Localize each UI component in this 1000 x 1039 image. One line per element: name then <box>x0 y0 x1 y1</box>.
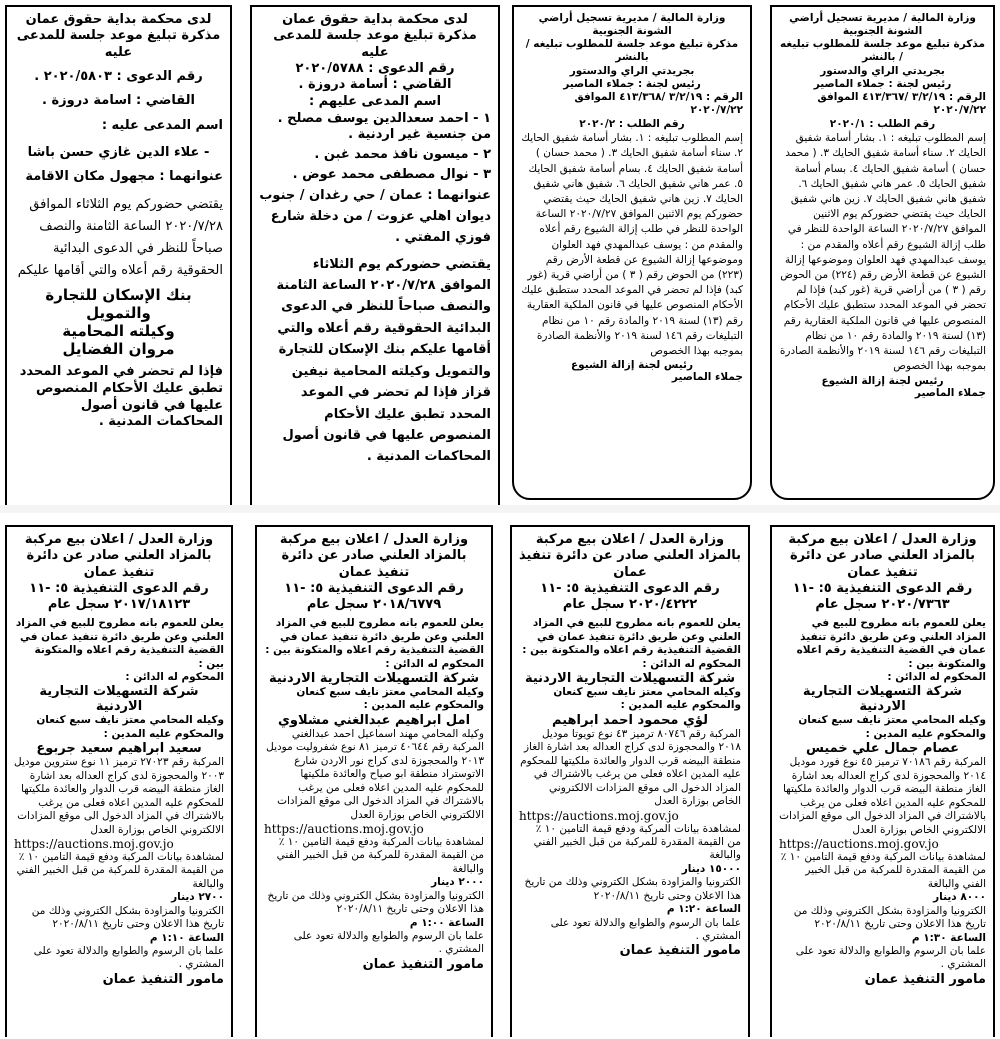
fees-note: علما بان الرسوم والطوابع والدلالة تعود على المشتري . <box>293 930 484 956</box>
auction-time: الساعة ١:٢٠ م <box>666 903 741 916</box>
defendant-1: ١ - احمد سعدالدين يوسف مصلح . من جنسية غير اردنية . <box>277 110 491 143</box>
estimated-amount: ٨٠٠٠ دينار <box>933 891 986 904</box>
signature-title: رئيس لجنة إزالة الشيوع <box>570 359 694 372</box>
defendant-3: ٣ - نوال مصطفى محمد عوض . <box>292 166 491 182</box>
debtor-name: امل ابراهيم عبدالغني مشلاوي <box>277 712 471 728</box>
auction-view: لمشاهدة بيانات المركبة ودفع قيمة التامين ١٠ ٪ من القيمة المقدرة للمركبة من قبل الخبير الفني والبالغة <box>533 822 741 862</box>
committee-head: رئيس لجنة : جملاء الماصير <box>813 77 952 90</box>
creditor-lawyer: وكيله المحامي معتز نايف سبع كنعان <box>36 714 224 727</box>
debtor-label: والمحكوم عليه المدين : <box>103 727 224 740</box>
notice-title: مذكرة تبليغ موعد جلسة للمطلوب تبليغه / بالنشر <box>780 38 985 64</box>
auction-intro: يعلن للعموم بانه مطروح للبيع في المزاد العلني وعن طريق دائرة تنفيذ عمان في القضية التنفيذية رقم اعلاه والمتكونة بين : <box>796 617 986 670</box>
signature-title: رئيس لجنة إزالة الشيوع <box>821 374 944 387</box>
auction-time: الساعة ١:١٠ م <box>149 931 224 944</box>
auction-case: رقم الدعوى التنفيذية ٥: -١١ ٢٠١٨/٦٧٧٩ سجل عام <box>284 580 464 612</box>
auction-header: وزارة العدل / اعلان بيع مركبة بالمزاد العلني صادر عن دائرة تنفيذ عمان <box>519 532 741 580</box>
creditor-name: شركة التسهيلات التجارية الاردنية <box>268 671 480 686</box>
defendant-label: اسم المدعى عليه : <box>101 118 223 133</box>
request-number: رقم الطلب : ٢٠٢٠/٢ <box>579 117 685 130</box>
case-number: رقم الدعوى : ٢٠٢٠/٥٧٨٨ <box>295 60 455 76</box>
auction-url[interactable]: https://auctions.moj.gov.jo <box>519 808 679 823</box>
judge-name: القاضي : أسامة دروزة . <box>298 77 452 93</box>
online-bidding: الكترونيا والمزاودة بشكل الكتروني وذلك من تاريخ هذا الاعلان وحتى تاريخ ٢٠٢٠/٨/١١ <box>31 904 224 931</box>
signer: مامور التنفيذ عمان <box>102 971 224 987</box>
notice-title: مذكرة تبليغ موعد جلسة للمدعى عليه <box>273 28 477 60</box>
creditor-label: المحكوم له الدائن : <box>887 671 986 683</box>
notice-newspapers: بجريدتي الراي والدستور <box>820 64 945 77</box>
vehicle-details: المركبة رقم ٢٧٠٢٣ ترميز ١١ نوع ستروين موديل ٢٠٠٣ والمحجوزة لدى كراج العداله بعد اشارة الغاز منطقة البيضه قرب الدوار والعائدة ملكيتها للمحكوم عليه المدين اعلاه فعلى من يرغب بالاشتراك في المزاد الدخول الى موقع المزادات الالكتروني الخاص بوزارة العدل <box>14 756 224 836</box>
signature-name: جملاء الماصير <box>671 371 743 384</box>
row-divider <box>0 505 1000 513</box>
auction-header: وزارة العدل / اعلان بيع مركبة بالمزاد العلني صادر عن دائرة تنفيذ عمان <box>24 532 214 580</box>
estimated-amount: ١٥٠٠٠ دينار <box>681 862 741 875</box>
auction-notice-4222 <box>510 525 750 1037</box>
ministry-subheader: الشونة الجنوبية <box>842 25 923 38</box>
court-header: لدى محكمة بداية حقوق عمان <box>282 12 468 27</box>
fees-note: علما بان الرسوم والطوابع والدلالة تعود على المشتري . <box>550 916 741 942</box>
auction-url[interactable]: https://auctions.moj.gov.jo <box>264 821 424 836</box>
request-number: رقم الطلب : ٢٠٢٠/١ <box>829 117 936 130</box>
creditor-name: شركة التسهيلات التجارية الاردنية <box>39 684 199 715</box>
signer: مامور التنفيذ عمان <box>864 971 986 987</box>
notice-title: مذكرة تبليغ موعد جلسة للمطلوب تبليغه / بالنشر <box>525 38 739 64</box>
case-number: رقم الدعوى : ٢٠٢٠/٥٨٠٣ . <box>34 68 203 84</box>
signer: مامور التنفيذ عمان <box>362 956 484 972</box>
defendant-name: - علاء الدين غازي حسن باشا <box>27 144 210 160</box>
lawyer-label: وكيلته المحامية <box>62 322 175 341</box>
estimated-amount: ٢٠٠٠ دينار <box>431 876 484 889</box>
vehicle-details: وكيله المحامي مهند اسماعيل احمد عبدالغني المركبة رقم ٤٠٦٤٤ ترميز ٨١ نوع شفروليت موديل ٢٠١٣ والمحجوزة لدى كراج نور الاردن شارع الاتوستراد منطقة ابو صياح والعائدة ملكيتها للمحكوم عليه المدين اعلاه فعلى من يرغب بالاشتراك في المزاد الدخول الى موقع المزادات الالكتروني الخاص بوزارة العدل <box>266 727 484 821</box>
debtor-name: سعيد ابراهيم سعيد جربوع <box>36 741 202 757</box>
creditor-name: شركة التسهيلات التجارية الاردنية <box>802 684 963 715</box>
auction-notice-18123 <box>5 525 233 1037</box>
online-bidding: الكترونيا والمزاودة بشكل الكتروني وذلك من تاريخ هذا الاعلان وحتى تاريخ ٢٠٢٠/٨/١١ <box>267 889 484 916</box>
auction-case: رقم الدعوى التنفيذية ٥: -١١ ٢٠٢٠/٧٣٦٣ سجل عام <box>792 580 973 612</box>
signer: مامور التنفيذ عمان <box>619 943 741 959</box>
creditor-lawyer: وكيله المحامي معتز نايف سبع كنعان <box>798 714 986 727</box>
defendants-label: اسم المدعى عليهم : <box>308 94 442 109</box>
plaintiff-bank: بنك الإسكان للتجارة والتمويل <box>45 286 192 323</box>
ministry-subheader: الشونة الجنوبية <box>592 25 672 38</box>
auction-case: رقم الدعوى التنفيذية ٥: -١١ ٢٠٢٠/٤٢٢٢ سجل عام <box>540 580 720 612</box>
notice-closing: فإذا لم تحضر في الموعد المحدد تطبق عليك الأحكام المنصوص عليها في قانون أصول المحاكمات المدنية . <box>19 364 223 430</box>
land-registry-notice-1 <box>770 5 995 500</box>
committee-head: رئيس لجنة : جملاء الماصير <box>563 77 701 90</box>
vehicle-details: المركبة رقم ٧٠١٨٦ ترميز ٤٥ نوع فورد موديل ٢٠١٤ والمحجوزة لدى كراج العداله بعد اشارة الغاز منطقة البيضه قرب الدوار والعائدة ملكيتها للمحكوم عليه المدين اعلاه فعلى من يرغب بالاشتراك في المزاد الدخول الى موقع المزادات الالكتروني الخاص بوزارة العدل <box>779 756 986 836</box>
estimated-amount: ٢٧٠٠ دينار <box>171 891 224 904</box>
auction-header: وزارة العدل / اعلان بيع مركبة بالمزاد العلني صادر عن دائرة تنفيذ عمان <box>788 532 977 580</box>
auction-notice-6779 <box>255 525 493 1037</box>
auction-intro: يعلن للعموم بانه مطروح للبيع في المزاد العلني وعن طريق دائرة تنفيذ عمان في القضية التنفيذية رقم اعلاه والمتكونة بين : <box>522 617 741 657</box>
defendant-address: عنوانهما : مجهول مكان الاقامة <box>25 169 223 185</box>
debtor-name: عصام جمال علي خميس <box>805 741 960 757</box>
auction-notice-7363 <box>770 525 995 1037</box>
land-registry-notice-2 <box>512 5 752 500</box>
vehicle-details: المركبة رقم ٨٠٧٤٦ ترميز ٤٣ نوع تويوتا موديل ٢٠١٨ والمحجوزة لدى كراج العداله بعد اشارة الغاز منطقة البيضه قرب الدوار والعائدة ملكيتها للمحكوم عليه المدين اعلاه فعلى من يرغب بالاشتراك في المزاد الدخول الى موقع المزادات الالكتروني الخاص بوزارة العدل <box>520 727 741 808</box>
fees-note: علما بان الرسوم والطوابع والدلالة تعود على المشتري . <box>795 945 986 971</box>
court-notice-5803 <box>5 5 232 505</box>
defendant-address: عنوانهما : عمان / حي رغدان / جنوب ديوان اهلي عزوت / من دخلة شارع فوزي المفتي . <box>259 188 491 245</box>
auction-view: لمشاهدة بيانات المركبة ودفع قيمة التامين ١٠ ٪ من القيمة المقدرة للمركبة من قبل الخبير الفني والبالغة <box>276 835 484 875</box>
ref-number: الرقم : ٣/٢/١٩ /٤١٣/٣٦٧ الموافق ٢٠٢٠/٧/٢٢ <box>817 90 986 117</box>
creditor-label: المحكوم له الدائن : <box>385 657 484 670</box>
fees-note: علما بان الرسوم والطوابع والدلالة تعود على المشتري . <box>33 945 224 971</box>
auction-url[interactable]: https://auctions.moj.gov.jo <box>779 836 939 851</box>
auction-intro: يعلن للعموم بانه مطروح للبيع في المزاد العلني وعن طريق دائرة تنفيذ عمان في القضية التنفيذية رقم اعلاه والمتكونة بين : <box>265 617 484 657</box>
online-bidding: الكترونيا والمزاودة بشكل الكتروني وذلك من تاريخ هذا الاعلان وحتى تاريخ ٢٠٢٠/٨/١١ <box>524 876 741 902</box>
notice-body: يقتضي حضوركم يوم الثلاثاء الموافق ٢٠٢٠/٧/٢٨ الساعة الثامنة والنصف صباحاً للنظر في الدعوى البدائية الحقوقية رقم أعلاه والتي أقامها عليكم بنك الإسكان للتجارة والتمويل وكيلته المحامية نيفين قزاز فإذا لم تحضر في الموعد المحدد تطبق عليك الأحكام المنصوص عليها في قانون أصول المحاكمات المدنية . <box>276 256 491 465</box>
ministry-header: وزارة المالية / مديرية تسجيل أراضي <box>789 12 976 24</box>
signature-name: جملاء الماصير <box>914 386 986 399</box>
auction-url[interactable]: https://auctions.moj.gov.jo <box>14 836 174 851</box>
auction-time: الساعة ١:٠٠ م <box>409 916 484 929</box>
court-header: لدى محكمة بداية حقوق عمان <box>25 12 212 27</box>
auction-case: رقم الدعوى التنفيذية ٥: -١١ ٢٠١٧/١٨١٢٣ سجل عام <box>29 580 209 612</box>
debtor-name: لؤي محمود احمد ابراهيم <box>552 712 708 728</box>
notice-newspapers: بجريدتي الراي والدستور <box>569 64 695 77</box>
creditor-label: المحكوم له الدائن : <box>642 657 741 670</box>
defendant-2: ٢ - ميسون نافذ محمد غبن . <box>314 146 491 162</box>
notice-title: مذكرة تبليغ موعد جلسة للمدعى عليه <box>16 28 221 60</box>
ref-number: الرقم : ٣/٢/١٩ /٤١٣/٣٦٨ الموافق ٢٠٢٠/٧/٢٢ <box>574 90 743 117</box>
ministry-header: وزارة المالية / مديرية تسجيل أراضي <box>538 12 726 24</box>
debtor-label: والمحكوم عليه المدين : <box>620 699 741 712</box>
auction-view: لمشاهدة بيانات المركبة ودفع قيمة التامين ١٠ ٪ من القيمة المقدرة للمركبة من قبل الخبير الفني والبالغة <box>16 850 224 890</box>
debtor-label: والمحكوم عليه المدين : <box>865 727 986 740</box>
auction-intro: يعلن للعموم بانه مطروح للبيع في المزاد العلني وعن طريق دائرة تنفيذ عمان في القضية التنفيذية رقم اعلاه والمتكونة بين : <box>15 617 224 670</box>
creditor-lawyer: وكيله المحامي معتز نايف سبع كنعان <box>296 686 484 698</box>
judge-name: القاضي : اسامة دروزة . <box>42 93 195 109</box>
debtor-label: والمحكوم عليه المدين : <box>363 699 484 712</box>
court-notice-5788 <box>250 5 500 505</box>
notice-body: إسم المطلوب تبليغه : ١. بشار أسامة شفيق الحايك ٢. سناء أسامة شفيق الحايك ٣. ( محمد حسان ) أسامة شفيق الحايك ٤. بسام أسامة شفيق الحايك ٥. عمر هاني شفيق الحايك ٦. شفيق هاني شفيق الحايك ٧. زين هاني شفيق الحايك حيث يقتضي حضوركم يوم الاثنين الموافق ٢٠٢٠/٧/٢٧ الساعة الواحدة للنظر في طلب إزالة الشيوع رقم أعلاه والمقدم من : يوسف عبدالمهدي فهد العلوان وموضوعها إزالة الشيوع عن قطعة الأرض رقم (٢٢٣) من الحوض رقم ( ٣ ) من أراضي قرية (غور كبد) فإذا لم تحضر في الموعد المحدد ستطبق عليك الأحكام المنصوص عليها في قانون الملكية العقارية رقم (١٣) لسنة ٢٠١٩ والمادة رقم ١٠ من نظام التبليغات رقم ١٤٦ لسنة ٢٠١٩ والأنظمة الصادرة بموجبه بهذا الخصوص <box>521 132 743 358</box>
auction-time: الساعة ١:٣٠ م <box>911 931 986 944</box>
creditor-lawyer: وكيله المحامي معتز نايف سبع كنعان <box>553 686 741 698</box>
creditor-label: المحكوم له الدائن : <box>125 671 224 683</box>
auction-header: وزارة العدل / اعلان بيع مركبة بالمزاد العلني صادر عن دائرة تنفيذ عمان <box>279 532 469 580</box>
notice-body: إسم المطلوب تبليغه : ١. بشار أسامة شفيق الحايك ٢. سناء أسامة شفيق الحايك ٣. ( محمد حسان ) أسامة شفيق الحايك ٤. بسام أسامة شفيق الحايك ٥. عمر هاني شفيق الحايك ٦. شفيق هاني شفيق الحايك ٧. زين هاني شفيق الحايك حيث يقتضي حضوركم يوم الاثنين الموافق ٢٠٢٠/٧/٢٧ الساعة الواحدة للنظر في طلب إزالة الشيوع رقم أعلاه والمقدم من : يوسف عبدالمهدي فهد العلوان وموضوعها إزالة الشيوع عن قطعة الأرض رقم (٢٢٤) من الحوض رقم ( ٣ ) من أراضي قرية (غور كبد) فإذا لم تحضر في الموعد المحدد ستطبق عليك الأحكام المنصوص عليها في قانون الملكية العقارية رقم (١٣) لسنة ٢٠١٩ والمادة رقم ١٠ من نظام التبليغات رقم ١٤٦ لسنة ٢٠١٩ والأنظمة الصادرة بموجبه بهذا الخصوص <box>779 132 986 373</box>
auction-view: لمشاهدة بيانات المركبة ودفع قيمة التامين ١٠ ٪ من القيمة المقدرة للمركبة من قبل الخبير الفني والبالغة <box>780 850 986 890</box>
online-bidding: الكترونيا والمزاودة بشكل الكتروني وذلك من تاريخ هذا الاعلان وحتى تاريخ ٢٠٢٠/٨/١١ <box>793 904 986 931</box>
notice-body: يقتضي حضوركم يوم الثلاثاء الموافق ٢٠٢٠/٧/٢٨ الساعة الثامنة والنصف صباحاً للنظر في الدعوى البدائية الحقوقية رقم أعلاه والتي أقامها عليكم <box>17 196 223 279</box>
lawyer-name: مروان الفضايل <box>62 340 175 359</box>
creditor-name: شركة التسهيلات التجارية الاردنية <box>524 671 736 686</box>
